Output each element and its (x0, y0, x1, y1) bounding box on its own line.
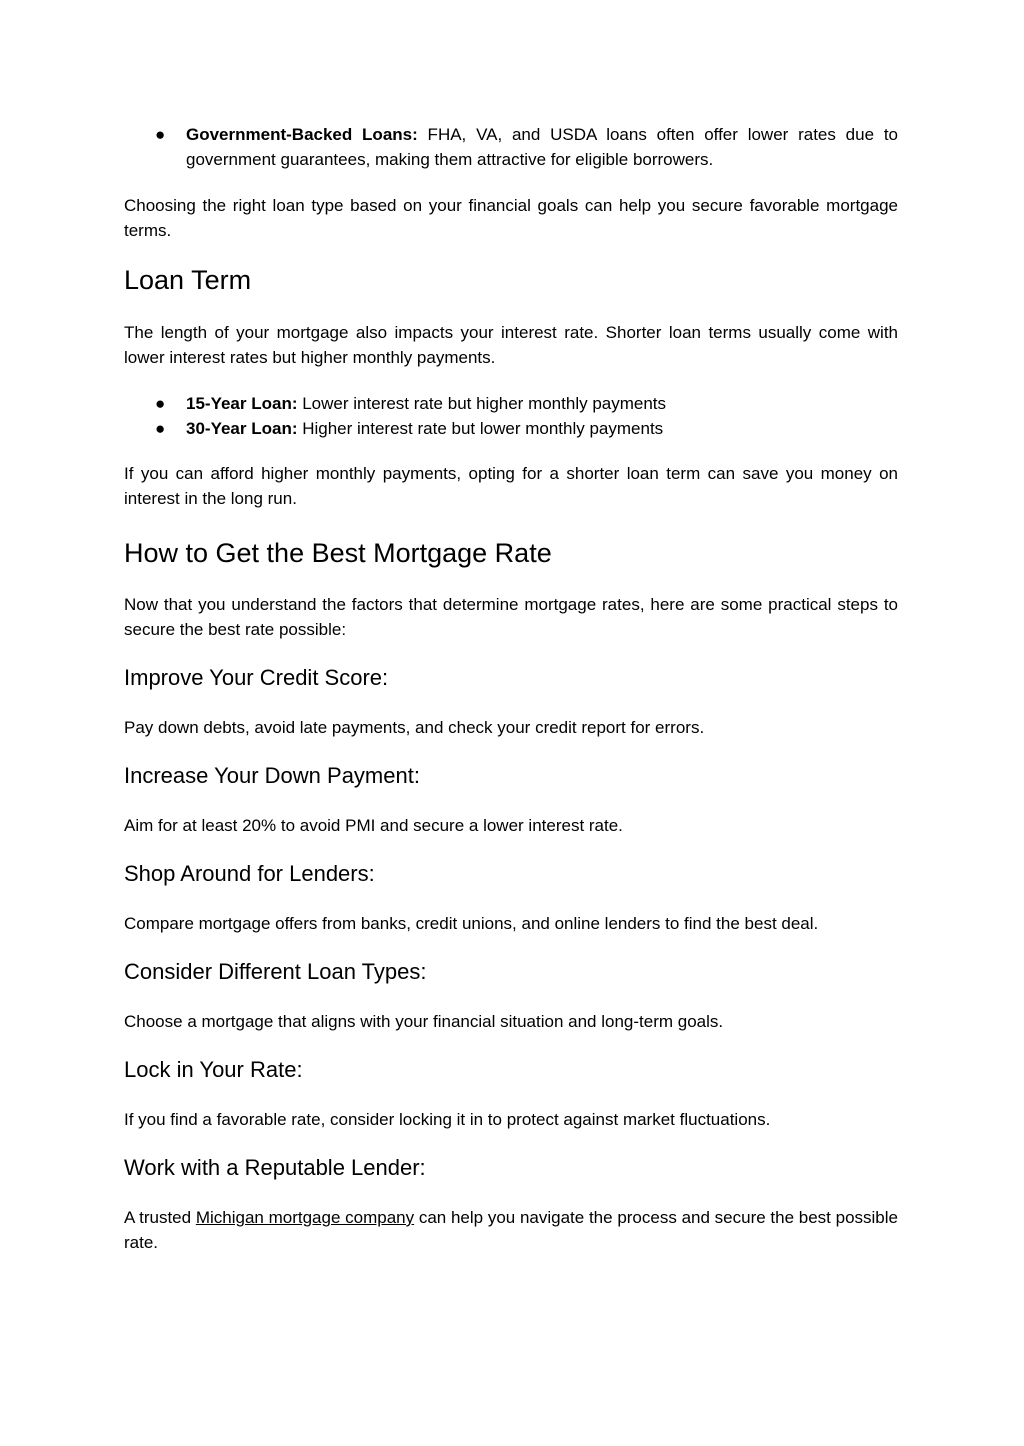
list-item-term: Government-Backed Loans: (186, 125, 418, 144)
step-heading-shop-lenders: Shop Around for Lenders: (124, 861, 375, 886)
list-item-text: Lower interest rate but higher monthly payments (297, 394, 667, 413)
step-heading-credit-score: Improve Your Credit Score: (124, 665, 389, 690)
step-text-down-payment: Aim for at least 20% to avoid PMI and secure a lower interest rate. (124, 816, 623, 835)
bullet-icon: ● (155, 125, 166, 144)
step-text-reputable-lender (124, 1205, 898, 1255)
step-text-shop-lenders: Compare mortgage offers from banks, credit unions, and online lenders to find the best deal. (124, 914, 819, 933)
step-text-lock-rate: If you find a favorable rate, consider locking it in to protect against market fluctuations. (124, 1110, 771, 1129)
step-heading-loan-types: Consider Different Loan Types: (124, 959, 427, 984)
list-item-term: 15-Year Loan: (186, 394, 298, 413)
step-text-loan-types: Choose a mortgage that aligns with your financial situation and long-term goals. (124, 1012, 724, 1031)
bullet-icon: ● (155, 394, 166, 413)
loan-type-conclusion: Choosing the right loan type based on your financial goals can help you secure favorable mortgage terms. (124, 196, 898, 240)
best-rate-intro: Now that you understand the factors that determine mortgage rates, here are some practical steps to secure the best rate possible: (124, 595, 898, 639)
list-item-text: Higher interest rate but lower monthly payments (297, 419, 664, 438)
text-segment: A trusted (124, 1208, 196, 1227)
best-rate-heading: How to Get the Best Mortgage Rate (124, 538, 552, 568)
list-item (124, 416, 898, 441)
loan-types-list (124, 122, 898, 172)
bullet-icon: ● (155, 419, 166, 438)
text-segment: can help you navigate the process and secure the best possible rate. (124, 1208, 898, 1252)
loan-term-heading: Loan Term (124, 265, 252, 295)
list-item-term: 30-Year Loan: (186, 419, 298, 438)
loan-term-list (124, 391, 898, 441)
michigan-mortgage-link[interactable]: Michigan mortgage company (195, 1208, 415, 1227)
step-heading-lock-rate: Lock in Your Rate: (124, 1057, 303, 1082)
list-item (124, 122, 898, 172)
loan-term-intro: The length of your mortgage also impacts your interest rate. Shorter loan terms usually come with lower interest rates but higher monthly payments. (124, 323, 898, 367)
step-heading-down-payment: Increase Your Down Payment: (124, 763, 420, 788)
step-heading-reputable-lender: Work with a Reputable Lender: (124, 1155, 426, 1180)
step-text-credit-score: Pay down debts, avoid late payments, and check your credit report for errors. (124, 718, 705, 737)
list-item-text: FHA, VA, and USDA loans often offer lower rates due to government guarantees, making them attractive for eligible borrowers. (186, 125, 898, 169)
list-item (124, 391, 898, 416)
loan-term-conclusion: If you can afford higher monthly payments, opting for a shorter loan term can save you money on interest in the long run. (124, 464, 898, 508)
